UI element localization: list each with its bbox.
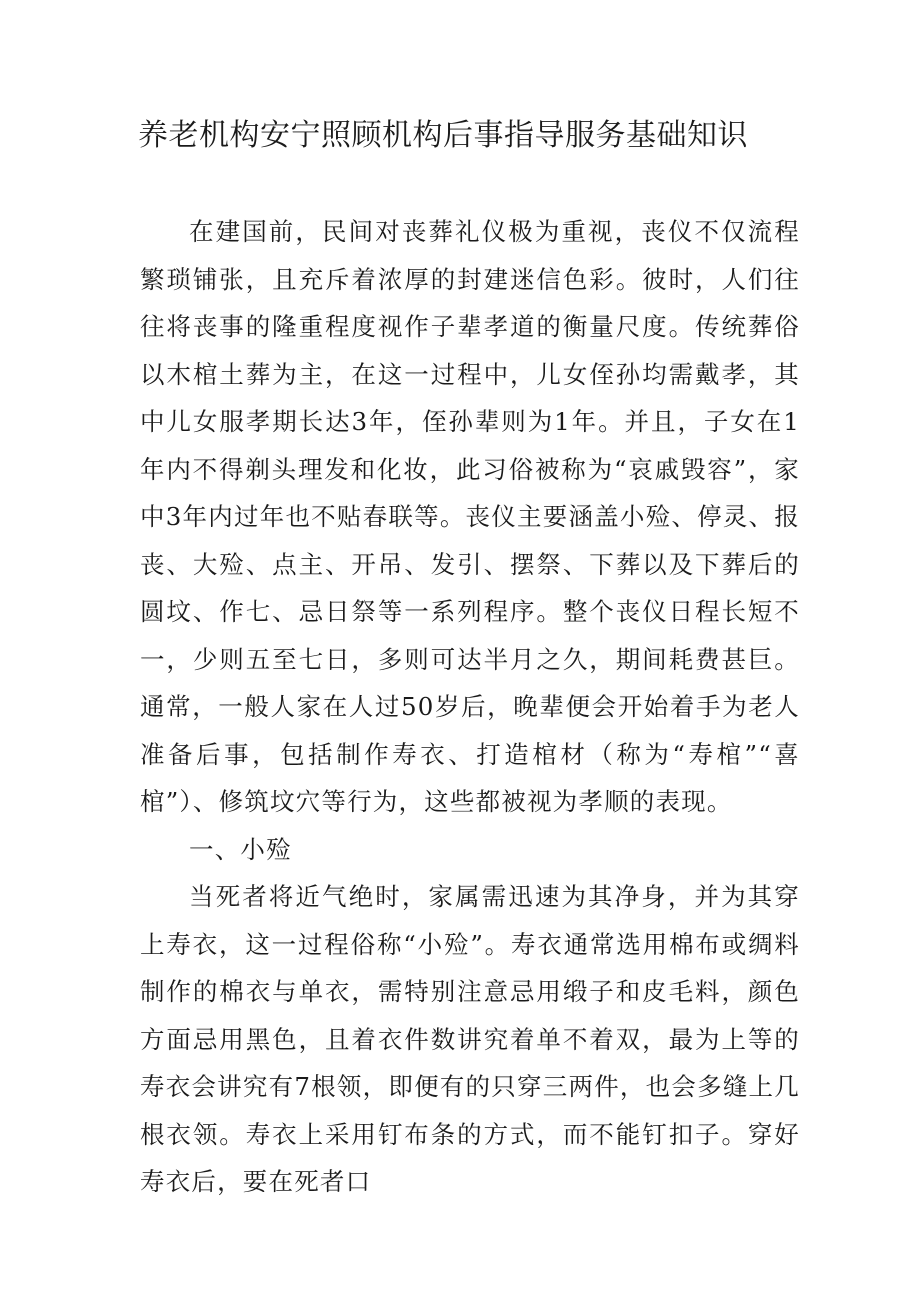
paragraph-xiaolian: 当死者将近气绝时，家属需迅速为其净身，并为其穿上寿衣，这一过程俗称“小殓”。寿衣通常选用棉布或绸料制作的棉衣与单衣，需特别注意忌用缎子和皮毛料，颜色方面忌用黑色，且着衣件数讲究着单不着双，最为上等的寿衣会讲究有7根领，即便有的只穿三两件，也会多缝上几根衣领。寿衣上采用钉布条的方式，而不能钉扣子。穿好寿衣后，要在死者口	[140, 882, 800, 1196]
document-body	[140, 208, 800, 1206]
section-heading-xiaolian: 一、小殓	[189, 834, 292, 864]
document-title: 养老机构安宁照顾机构后事指导服务基础知识	[138, 118, 748, 153]
paragraph-intro: 在建国前，民间对丧葬礼仪极为重视，丧仪不仅流程繁琐铺张，且充斥着浓厚的封建迷信色彩。彼时，人们往往将丧事的隆重程度视作子辈孝道的衡量尺度。传统葬俗以木棺土葬为主，在这一过程中，儿女侄孙均需戴孝，其中儿女服孝期长达3年，侄孙辈则为1年。并且，子女在1年内不得剃头理发和化妆，此习俗被称为“哀戚毁容”，家中3年内过年也不贴春联等。丧仪主要涵盖小殓、停灵、报丧、大殓、点主、开吊、发引、摆祭、下葬以及下葬后的圆坟、作七、忌日祭等一系列程序。整个丧仪日程长短不一，少则五至七日，多则可达半月之久，期间耗费甚巨。通常，一般人家在人过50岁后，晚辈便会开始着手为老人准备后事，包括制作寿衣、打造棺材（称为“寿棺”“喜棺”）、修筑坟穴等行为，这些都被视为孝顺的表现。	[140, 217, 800, 816]
